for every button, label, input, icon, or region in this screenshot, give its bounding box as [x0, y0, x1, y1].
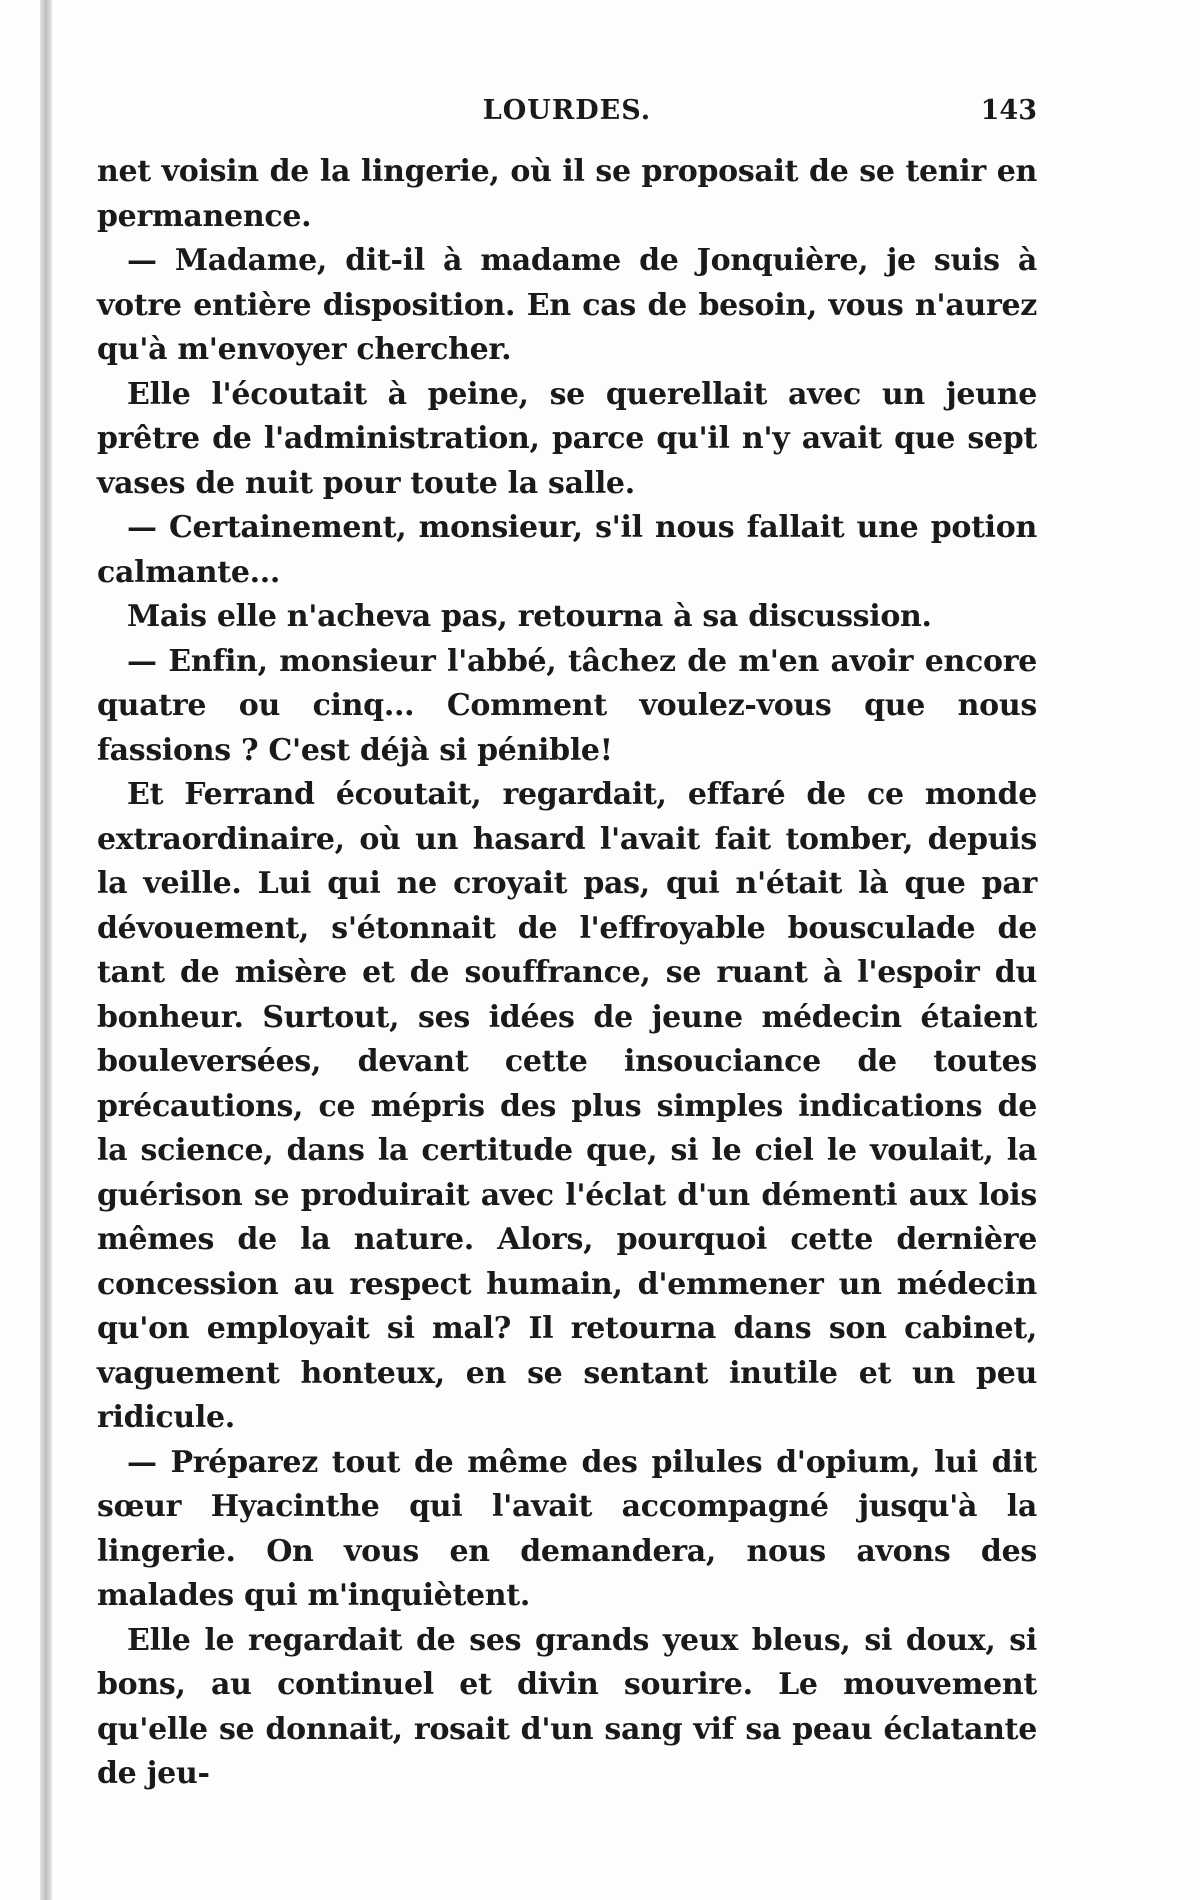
- page-number: 143: [980, 95, 1037, 126]
- paragraph: net voisin de la lingerie, où il se proposait de se tenir en permanence.: [97, 154, 1037, 234]
- paragraph: Elle l'écoutait à peine, se querellait avec un jeune prêtre de l'administration, parce qu'il n'y avait que sept vases de nuit pour toute la salle.: [97, 376, 1037, 501]
- paragraph: Elle le regardait de ses grands yeux bleus, si doux, si bons, au continuel et divin sourire. Le mouvement qu'elle se donnait, rosait d'un sang vif sa peau éclatante de jeu-: [97, 1622, 1037, 1791]
- page-binding-edge: [40, 0, 52, 1900]
- paragraph: Mais elle n'acheva pas, retourna à sa discussion.: [127, 599, 932, 634]
- page-header: [97, 95, 1037, 135]
- paragraph: Et Ferrand écoutait, regardait, effaré de ce monde extraordinaire, où un hasard l'avait fait tomber, depuis la veille. Lui qui ne croyait pas, qui n'était là que par dévouement, s'étonnait de l'effroyable bousculade de tant de misère et de souffrance, se ruant à l'espoir du bonheur. Surtout, ses idées de jeune médecin étaient bouleversées, devant cette insouciance de toutes précautions, ce mépris des plus simples indications de la science, dans la certitude que, si le ciel le voulait, la guérison se produirait avec l'éclat d'un démenti aux lois mêmes de la nature. Alors, pourquoi cette dernière concession au respect humain, d'emmener un médecin qu'on employait si mal? Il retourna dans son cabinet, vaguement honteux, en se sentant inutile et un peu ridicule.: [97, 777, 1037, 1435]
- body-text: [97, 150, 1037, 1797]
- paragraph-dialogue: — Certainement, monsieur, s'il nous fallait une potion calmante...: [97, 510, 1037, 590]
- paragraph-dialogue: — Madame, dit-il à madame de Jonquière, je suis à votre entière disposition. En cas de besoin, vous n'aurez qu'à m'envoyer chercher.: [97, 243, 1037, 367]
- paragraph-dialogue: — Préparez tout de même des pilules d'opium, lui dit sœur Hyacinthe qui l'avait accompagné jusqu'à la lingerie. On vous en demandera, nous avons des malades qui m'inquiètent.: [97, 1444, 1037, 1613]
- running-title: LOURDES.: [482, 95, 652, 126]
- paragraph-dialogue: — Enfin, monsieur l'abbé, tâchez de m'en avoir encore quatre ou cinq... Comment voulez-vous que nous fassions ? C'est déjà si pénible!: [97, 643, 1037, 768]
